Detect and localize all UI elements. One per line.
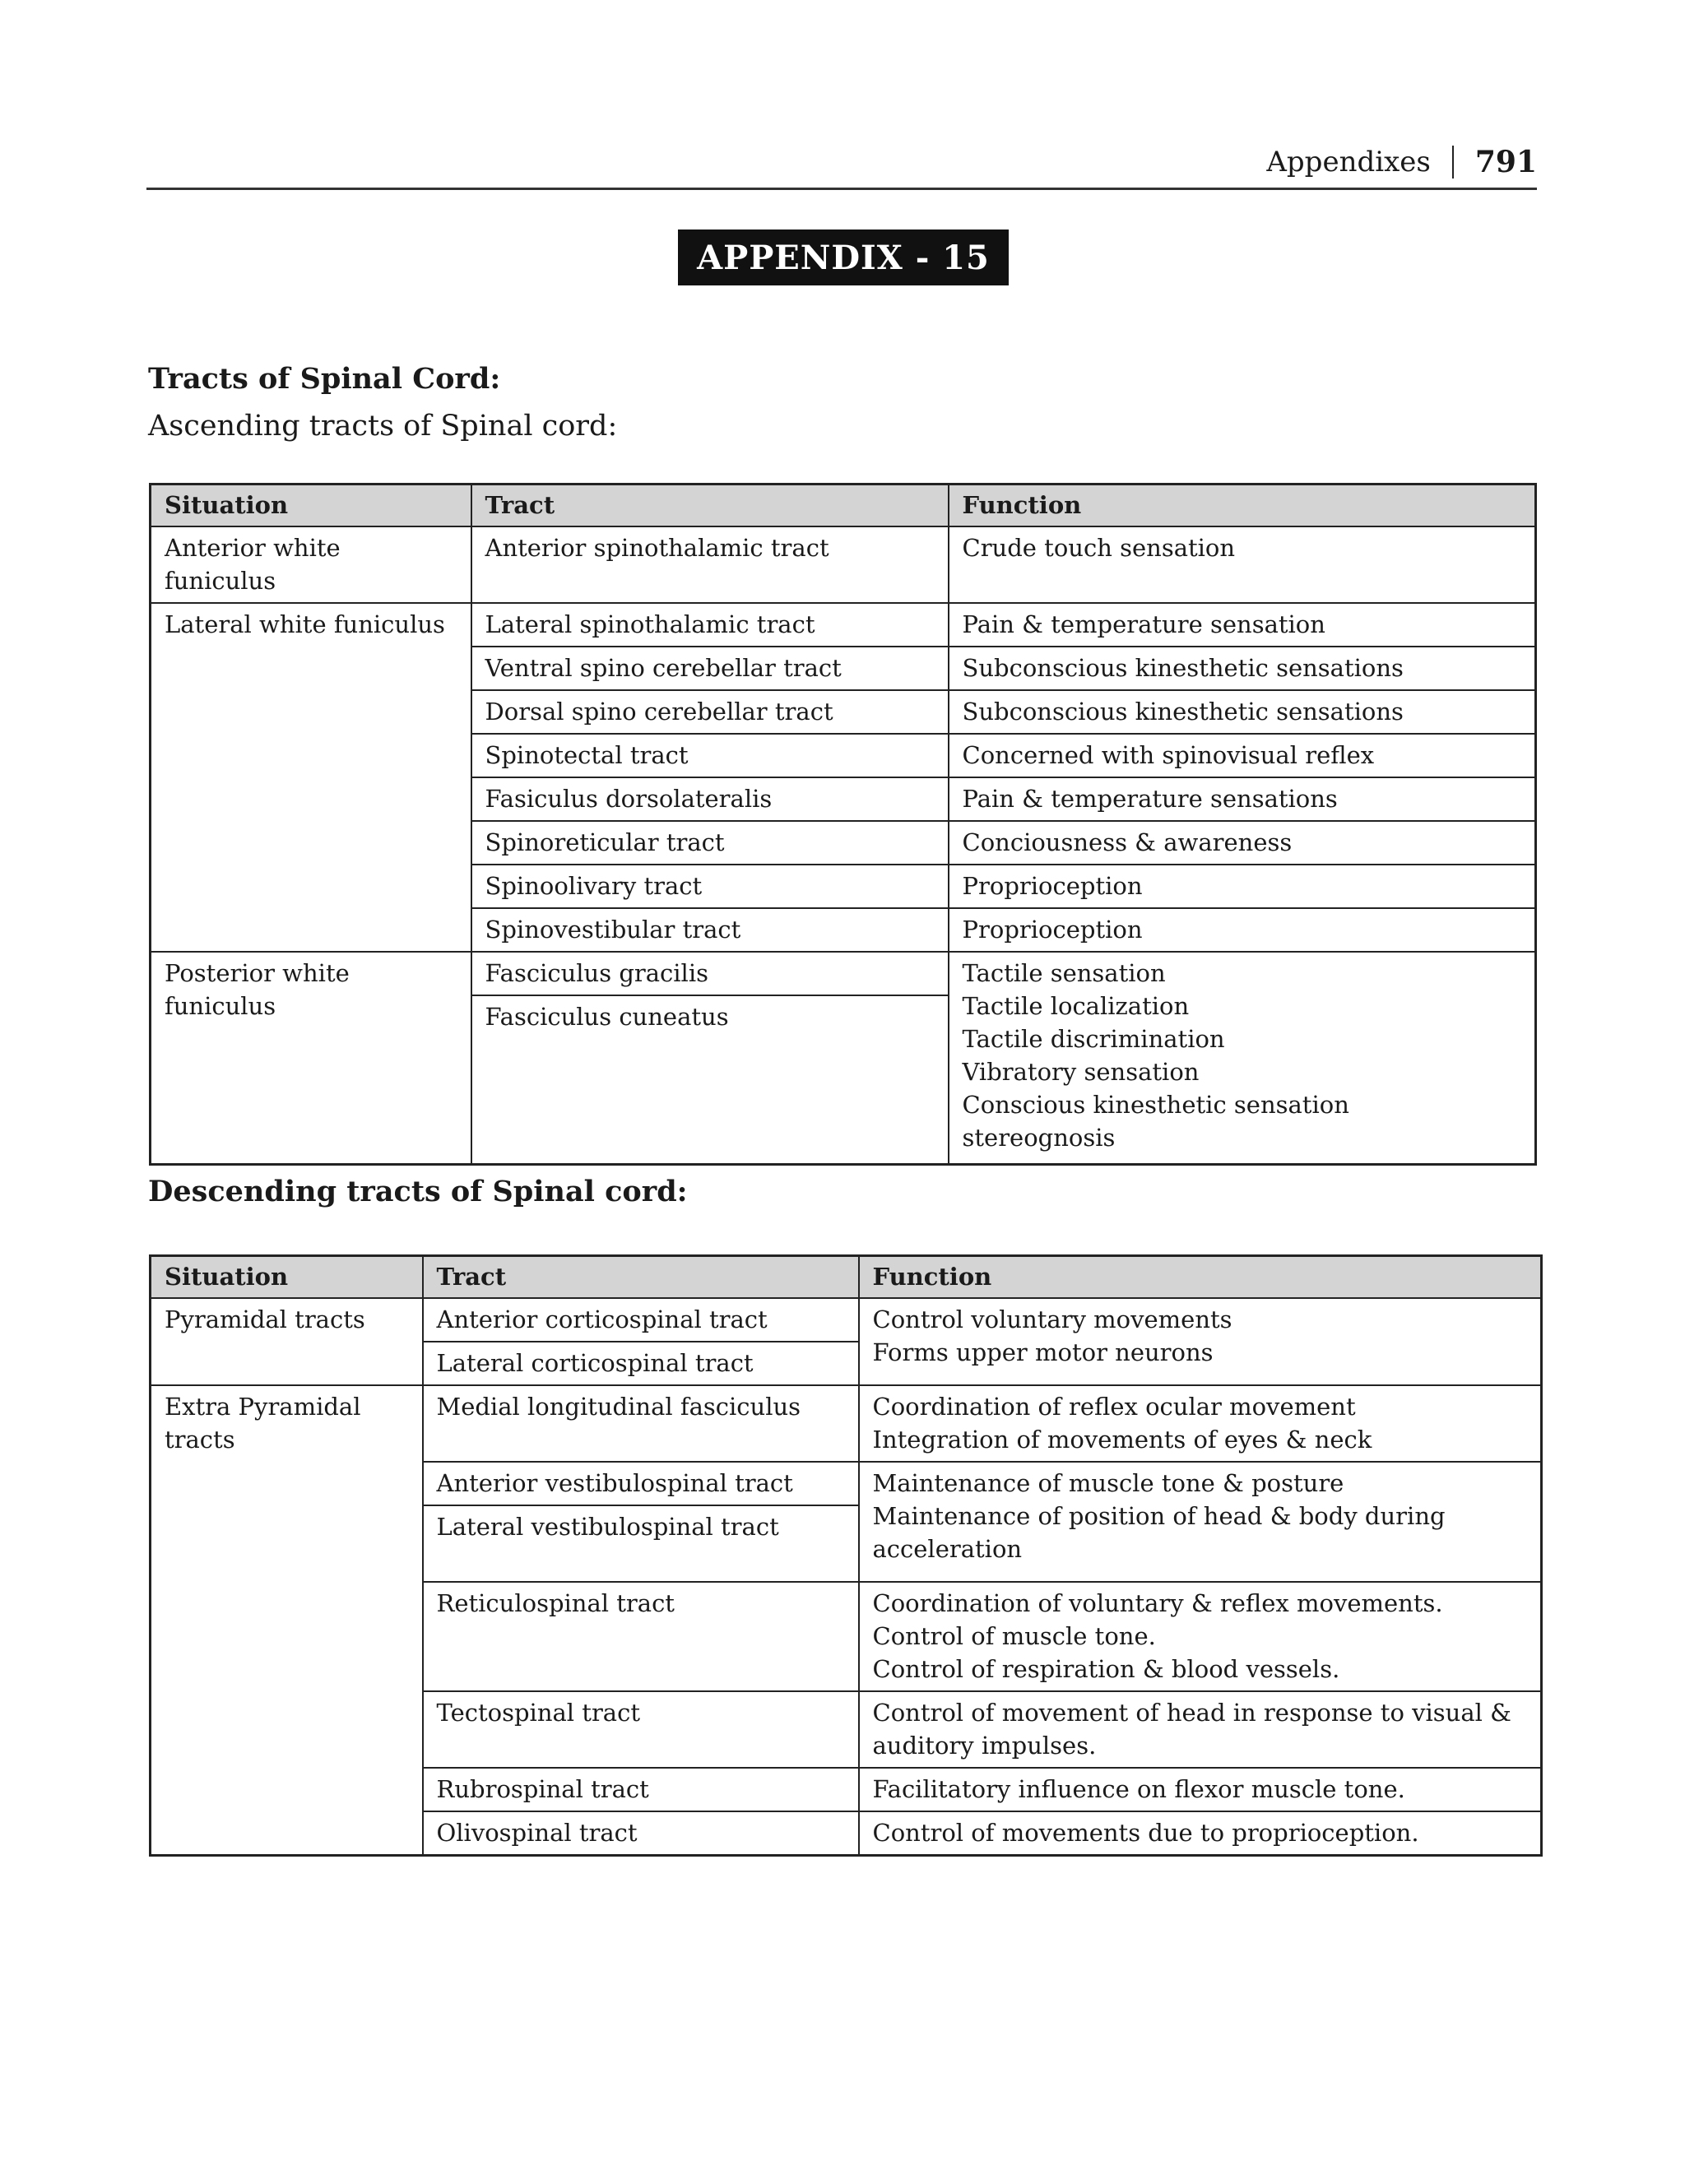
tract-cell: Fasciculus gracilis: [471, 952, 949, 995]
function-line: Control of movement of head in response to visual &: [872, 1699, 1511, 1727]
function-cell: Pain & temperature sensation: [949, 603, 1536, 647]
tract-cell: Spinoolivary tract: [471, 865, 949, 908]
function-line: auditory impulses.: [872, 1732, 1097, 1760]
table-row: [151, 1385, 1542, 1462]
function-cell: Subconscious kinesthetic sensations: [949, 690, 1536, 734]
situation-cell: [151, 1298, 423, 1385]
table-row: [151, 952, 1536, 995]
function-line: Tactile discrimination: [962, 1025, 1225, 1053]
function-cell: Conciousness & awareness: [949, 821, 1536, 865]
function-line: Coordination of voluntary & reflex movements.: [872, 1589, 1443, 1617]
function-cell: Pain & temperature sensations: [949, 777, 1536, 821]
tract-cell: Reticulospinal tract: [423, 1582, 859, 1691]
function-cell: [859, 1582, 1542, 1691]
function-line: stereognosis: [962, 1124, 1116, 1152]
header-separator: [1452, 146, 1454, 179]
column-header-function: Function: [949, 485, 1536, 527]
tract-cell: Spinotectal tract: [471, 734, 949, 777]
function-cell: [949, 952, 1536, 1165]
tract-cell: Anterior corticospinal tract: [423, 1298, 859, 1342]
function-line: Control of respiration & blood vessels.: [872, 1655, 1340, 1683]
tract-cell: Tectospinal tract: [423, 1691, 859, 1768]
column-header-situation: Situation: [151, 485, 471, 527]
table-row: [151, 603, 1536, 647]
tract-cell: Ventral spino cerebellar tract: [471, 647, 949, 690]
situation-line: Pyramidal tracts: [165, 1305, 365, 1333]
table-header-row: [151, 485, 1536, 527]
function-cell: Subconscious kinesthetic sensations: [949, 647, 1536, 690]
situation-cell: Anterior white funiculus: [151, 526, 471, 603]
situation-cell: [151, 1385, 423, 1856]
situation-line: tracts: [165, 1426, 235, 1454]
function-cell: [859, 1462, 1542, 1582]
situation-line: Extra Pyramidal: [165, 1393, 361, 1421]
function-line: Maintenance of position of head & body during: [872, 1502, 1446, 1530]
function-cell: [859, 1298, 1542, 1385]
page-header: [146, 138, 1537, 190]
function-line: Vibratory sensation: [962, 1058, 1200, 1086]
function-line: Tactile localization: [962, 992, 1190, 1020]
ascending-tracts-table: [149, 483, 1537, 1166]
tract-cell: Fasciculus cuneatus: [471, 995, 949, 1165]
tract-cell: Dorsal spino cerebellar tract: [471, 690, 949, 734]
column-header-function: Function: [859, 1256, 1542, 1299]
table-header-row: [151, 1256, 1542, 1299]
function-line: acceleration: [872, 1535, 1023, 1563]
function-cell: Concerned with spinovisual reflex: [949, 734, 1536, 777]
situation-cell: Lateral white funiculus: [151, 603, 471, 952]
page-number: 791: [1474, 145, 1537, 179]
column-header-tract: Tract: [423, 1256, 859, 1299]
situation-cell: Posterior white funiculus: [151, 952, 471, 1165]
tract-cell: Spinovestibular tract: [471, 908, 949, 952]
header-section-title: Appendixes: [1266, 146, 1431, 179]
table-row: [151, 526, 1536, 603]
tract-cell: Lateral spinothalamic tract: [471, 603, 949, 647]
header-right: [1266, 145, 1537, 179]
function-line: Coordination of reflex ocular movement: [872, 1393, 1356, 1421]
tract-cell: Spinoreticular tract: [471, 821, 949, 865]
function-cell: [859, 1691, 1542, 1768]
function-cell: Proprioception: [949, 865, 1536, 908]
tract-cell: Lateral corticospinal tract: [423, 1342, 859, 1385]
table-row: [151, 1298, 1542, 1342]
function-cell: Proprioception: [949, 908, 1536, 952]
tract-cell: Medial longitudinal fasciculus: [423, 1385, 859, 1462]
function-cell: Crude touch sensation: [949, 526, 1536, 603]
appendix-label: APPENDIX - 15: [678, 230, 1009, 285]
column-header-tract: Tract: [471, 485, 949, 527]
descending-subtitle: Descending tracts of Spinal cord:: [148, 1175, 688, 1208]
function-line: Control of muscle tone.: [872, 1622, 1156, 1650]
function-cell: Facilitatory influence on flexor muscle tone.: [859, 1768, 1542, 1811]
function-line: Control voluntary movements: [872, 1305, 1232, 1333]
function-line: Forms upper motor neurons: [872, 1338, 1214, 1366]
tract-cell: Anterior vestibulospinal tract: [423, 1462, 859, 1505]
tract-cell: Fasiculus dorsolateralis: [471, 777, 949, 821]
function-line: Tactile sensation: [962, 959, 1166, 987]
tract-cell: Anterior spinothalamic tract: [471, 526, 949, 603]
function-line: Conscious kinesthetic sensation: [962, 1091, 1349, 1119]
page-title: Tracts of Spinal Cord:: [148, 362, 501, 396]
tract-cell: Rubrospinal tract: [423, 1768, 859, 1811]
tract-cell: Lateral vestibulospinal tract: [423, 1505, 859, 1582]
ascending-subtitle: Ascending tracts of Spinal cord:: [148, 410, 618, 443]
function-line: Maintenance of muscle tone & posture: [872, 1469, 1344, 1497]
tract-cell: Olivospinal tract: [423, 1811, 859, 1856]
function-cell: [859, 1385, 1542, 1462]
descending-tracts-table: [149, 1254, 1543, 1857]
function-cell: Control of movements due to proprioception.: [859, 1811, 1542, 1856]
column-header-situation: Situation: [151, 1256, 423, 1299]
function-line: Integration of movements of eyes & neck: [872, 1426, 1372, 1454]
